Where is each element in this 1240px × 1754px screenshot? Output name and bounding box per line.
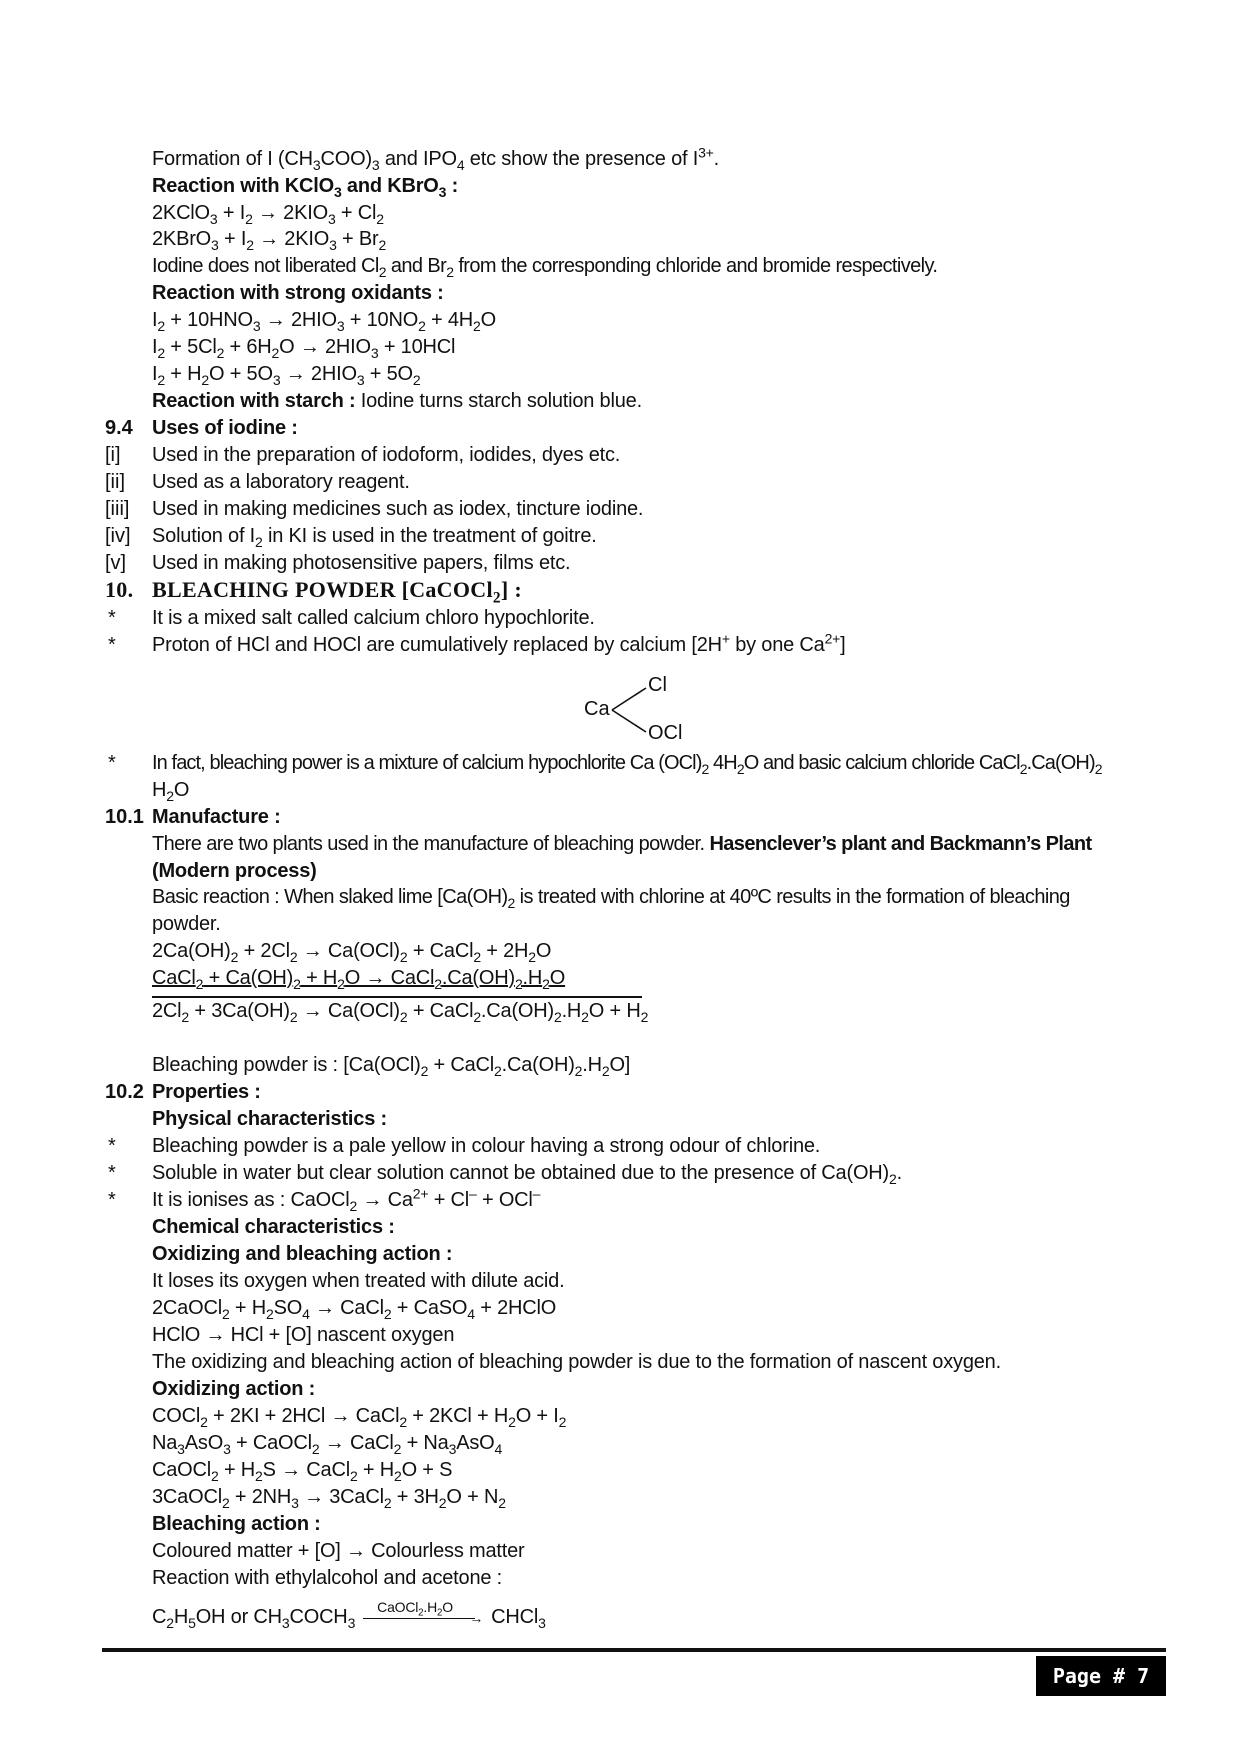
bullet-star: * <box>108 607 116 629</box>
section-number-10: 10. <box>105 577 134 602</box>
section-number-10-2: 10.2 <box>105 1081 144 1103</box>
ethyl-heading: Reaction with ethylalcohol and acetone : <box>152 1567 503 1589</box>
reagent-arrow <box>363 1598 484 1628</box>
basic-reaction-cont: powder. <box>152 913 221 935</box>
physical-heading: Physical characteristics : <box>152 1108 387 1130</box>
bleaching-action-heading: Bleaching action : <box>152 1513 321 1535</box>
bullet-star: * <box>108 752 116 774</box>
oxidizing-equation-2: $Na_3AsO_3$ + CaOCl$_2$ → CaCl$_2$ + $Na_3AsO_4$ <box>152 1432 503 1457</box>
bleaching-bullet-3: In fact, bleaching power is a mixture of calcium hypochlorite Ca $(OCl)_2$ $4H_2O$ and basic calcium chloride $CaCl_2.Ca(OH)_2$ <box>152 752 1102 777</box>
oxidant-equation-3: $I_2 + H_2O + 5O_3 \to 2HIO_3 + 5O_2$ <box>152 363 421 388</box>
oxidizing-equation-4: 3CaOCl$_2$ + $2NH_3$ → 3CaCl$_2$ + $3H_2O + N_2$ <box>152 1486 506 1511</box>
bleaching-bullet-3-cont: $H_2O$ <box>152 779 190 804</box>
kclo3-equation: 2KClO$_3$ + $I_2 \to 2KIO_3 + Cl_2$ <box>152 202 384 227</box>
manufacture-plants: Hasenclever’s plant and Backmann’s Plant <box>709 833 1092 855</box>
oxidizing-heading: Oxidizing action : <box>152 1378 316 1400</box>
manufacture-equation-2: CaCl$_2$ + $Ca(OH)_2 + H_2O$ → $CaCl_2.Ca(OH)_2.H_2O$ <box>152 967 566 992</box>
bleaching-heading: BLEACHING POWDER [CaCOCl$_2$] : <box>152 577 522 607</box>
kclo3-heading: Reaction with KClO$_3$ and KBrO$_3$ : <box>152 175 459 200</box>
bleaching-bullet-2: Proton of HCl and HOCl are cumulatively replaced by calcium [2H+ by one $Ca^{2+}$] <box>152 630 846 656</box>
bleaching-bullet-1: It is a mixed salt called calcium chloro hypochlorite. <box>152 607 595 629</box>
uses-item-2: Used as a laboratory reagent. <box>152 471 410 493</box>
section-number-9-4: 9.4 <box>105 417 133 439</box>
starch-text: Iodine turns starch solution blue. <box>355 390 642 412</box>
oxbleach-equation-2: HClO → HCl + [O] nascent oxygen <box>152 1324 455 1346</box>
bullet-star: * <box>108 634 116 656</box>
oxidants-heading: Reaction with strong oxidants : <box>152 282 444 304</box>
calcium-structure-diagram <box>584 672 694 748</box>
uses-label-3: [iii] <box>105 498 130 520</box>
not-liberated-text: Iodine does not liberated $Cl_2$ and $Br_2$ from the corresponding chloride and bromide respectively. <box>152 255 938 280</box>
uses-label-2: [ii] <box>105 471 125 493</box>
uses-item-4: Solution of $I_2$ in KI is used in the treatment of goitre. <box>152 525 597 550</box>
kbro3-equation: 2KBrO$_3$ + $I_2 \to 2KIO_3 + Br_2$ <box>152 228 387 253</box>
uses-item-1: Used in the preparation of iodoform, iodides, dyes etc. <box>152 444 621 466</box>
oxbleach-equation-1: 2CaOCl$_2$ + $H_2SO_4$ → CaCl$_2$ + CaSO$_4$ + 2HClO <box>152 1297 557 1322</box>
physical-bullet-1: Bleaching powder is a pale yellow in colour having a strong odour of chlorine. <box>152 1135 821 1157</box>
structure-ocl: OCl <box>648 722 683 744</box>
oxidizing-equation-1: COCl$_2$ + 2KI + 2HCl → CaCl$_2$ + $2KCl + H_2O + I_2$ <box>152 1405 567 1430</box>
bullet-star: * <box>108 1189 116 1211</box>
uses-item-3: Used in making medicines such as iodex, tincture iodine. <box>152 498 644 520</box>
section-number-10-1: 10.1 <box>105 806 144 828</box>
uses-heading: Uses of iodine : <box>152 417 298 439</box>
manufacture-equation-1: $2Ca(OH)_2 + 2Cl_2 \to Ca(OCl)_2$ + CaCl$_2$ + $2H_2O$ <box>152 940 552 965</box>
bleaching-powder-formula: Bleaching powder is : [$Ca(OCl)_2$ + $CaCl_2.Ca(OH)_2.H_2O$] <box>152 1054 631 1079</box>
starch-line <box>152 388 642 415</box>
ethyl-equation: $C_2H_5OH$ or $CH_3COCH_3$ $CaOCl_2.H_2O$ → CHCl$_3$ <box>152 1604 546 1631</box>
oxidizing-equation-3: CaOCl$_2$ + $H_2S$ → CaCl$_2$ + $H_2O + S$ <box>152 1459 453 1484</box>
formation-line: Formation of I $(CH_3COO)_3$ and $IPO_4$ etc show the presence of $I^{3+}$. <box>152 144 719 173</box>
chemical-heading: Chemical characteristics : <box>152 1216 395 1238</box>
footer-rule <box>102 1648 1166 1652</box>
bleaching-action-equation: Coloured matter + [O] → Colourless matter <box>152 1540 525 1562</box>
oxbleach-text: It loses its oxygen when treated with dilute acid. <box>152 1270 565 1292</box>
uses-item-5: Used in making photosensitive papers, films etc. <box>152 552 571 574</box>
manufacture-modern-process: (Modern process) <box>152 860 317 882</box>
oxidant-equation-2: $I_2 + 5Cl_2 + 6H_2O \to 2HIO_3 + 10HCl$ <box>152 336 456 361</box>
properties-heading: Properties : <box>152 1081 261 1103</box>
bullet-star: * <box>108 1162 116 1184</box>
oxidant-equation-1: $I_2 + 10HNO_3 \to 2HIO_3 + 10NO_2 + 4H_2O$ <box>152 309 496 334</box>
starch-heading: Reaction with starch : <box>152 390 356 412</box>
physical-bullet-2: Soluble in water but clear solution cannot be obtained due to the presence of $Ca(OH)_2$. <box>152 1162 902 1187</box>
uses-label-1: [i] <box>105 444 121 466</box>
arrow-head-icon: → <box>469 1609 484 1626</box>
bullet-star: * <box>108 1135 116 1157</box>
physical-bullet-3: It is ionises as : CaOCl$_2$ → $Ca^{2+} + Cl^- + OCl^-$ <box>152 1185 541 1214</box>
structure-ca: Ca <box>584 698 610 720</box>
oxbleach-heading: Oxidizing and bleaching action : <box>152 1243 453 1265</box>
structure-cl: Cl <box>648 674 667 696</box>
reagent-label: $CaOCl_2.H_2O$ <box>377 1598 453 1619</box>
page-number-badge: Page # 7 <box>1036 1656 1166 1696</box>
manufacture-equation-sum: $2Cl_2 + 3Ca(OH)_2 \to Ca(OCl)_2$ + $CaCl_2.Ca(OH)_2.H_2O + H_2$ <box>152 1000 649 1025</box>
manufacture-intro <box>152 831 1092 858</box>
uses-label-4: [iv] <box>105 525 131 547</box>
basic-reaction-text: Basic reaction : When slaked lime [$Ca(OH)_2$ is treated with chlorine at 40ºC results in the formation of bleaching <box>152 886 1070 911</box>
manufacture-heading: Manufacture : <box>152 806 281 828</box>
uses-label-5: [v] <box>105 552 127 574</box>
oxbleach-note: The oxidizing and bleaching action of bleaching powder is due to the formation of nascent oxygen. <box>152 1351 1001 1373</box>
manufacture-intro-text: There are two plants used in the manufacture of bleaching powder. <box>152 833 710 855</box>
